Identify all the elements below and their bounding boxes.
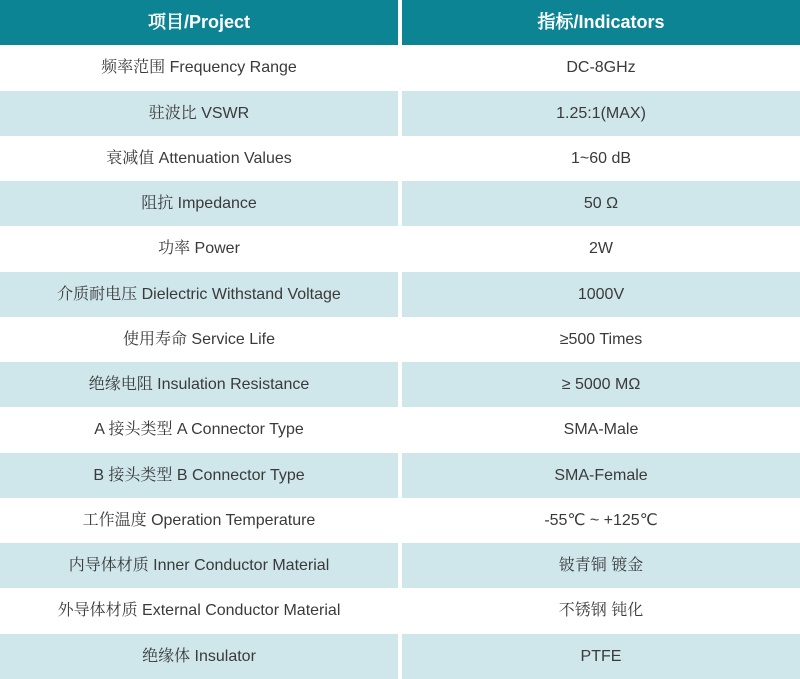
indicator-cell: SMA-Male: [402, 407, 800, 452]
project-cell: 介质耐电压 Dielectric Withstand Voltage: [0, 272, 398, 317]
project-cell: 衰减值 Attenuation Values: [0, 136, 398, 181]
table-header-row: [0, 0, 800, 45]
header-cell-indicators: 指标/Indicators: [402, 0, 800, 45]
table-row: [0, 181, 800, 226]
table-row: [0, 634, 800, 679]
project-cell: 频率范围 Frequency Range: [0, 45, 398, 90]
project-cell: 驻波比 VSWR: [0, 91, 398, 136]
table-row: [0, 226, 800, 271]
project-cell: 阻抗 Impedance: [0, 181, 398, 226]
indicator-cell: 1.25:1(MAX): [402, 91, 800, 136]
project-cell: A 接头类型 A Connector Type: [0, 407, 398, 452]
header-cell-project: 项目/Project: [0, 0, 398, 45]
project-cell: 功率 Power: [0, 226, 398, 271]
project-cell: 工作温度 Operation Temperature: [0, 498, 398, 543]
indicator-cell: 2W: [402, 226, 800, 271]
indicator-cell: DC-8GHz: [402, 45, 800, 90]
table-row: [0, 136, 800, 181]
project-cell: B 接头类型 B Connector Type: [0, 453, 398, 498]
project-cell: 绝缘体 Insulator: [0, 634, 398, 679]
indicator-cell: ≥500 Times: [402, 317, 800, 362]
table-row: [0, 543, 800, 588]
table-row: [0, 317, 800, 362]
indicator-cell: 1~60 dB: [402, 136, 800, 181]
project-cell: 使用寿命 Service Life: [0, 317, 398, 362]
table-row: [0, 588, 800, 633]
indicator-cell: PTFE: [402, 634, 800, 679]
table-row: [0, 91, 800, 136]
project-cell: 绝缘电阻 Insulation Resistance: [0, 362, 398, 407]
indicator-cell: -55℃ ~ +125℃: [402, 498, 800, 543]
indicator-cell: SMA-Female: [402, 453, 800, 498]
table-row: [0, 407, 800, 452]
indicator-cell: 50 Ω: [402, 181, 800, 226]
indicator-cell: 铍青铜 镀金: [402, 543, 800, 588]
indicator-cell: 不锈钢 钝化: [402, 588, 800, 633]
table-row: [0, 453, 800, 498]
project-cell: 外导体材质 External Conductor Material: [0, 588, 398, 633]
table-row: [0, 498, 800, 543]
project-cell: 内导体材质 Inner Conductor Material: [0, 543, 398, 588]
table-row: [0, 362, 800, 407]
indicator-cell: 1000V: [402, 272, 800, 317]
table-row: [0, 272, 800, 317]
table-row: [0, 45, 800, 90]
indicator-cell: ≥ 5000 MΩ: [402, 362, 800, 407]
